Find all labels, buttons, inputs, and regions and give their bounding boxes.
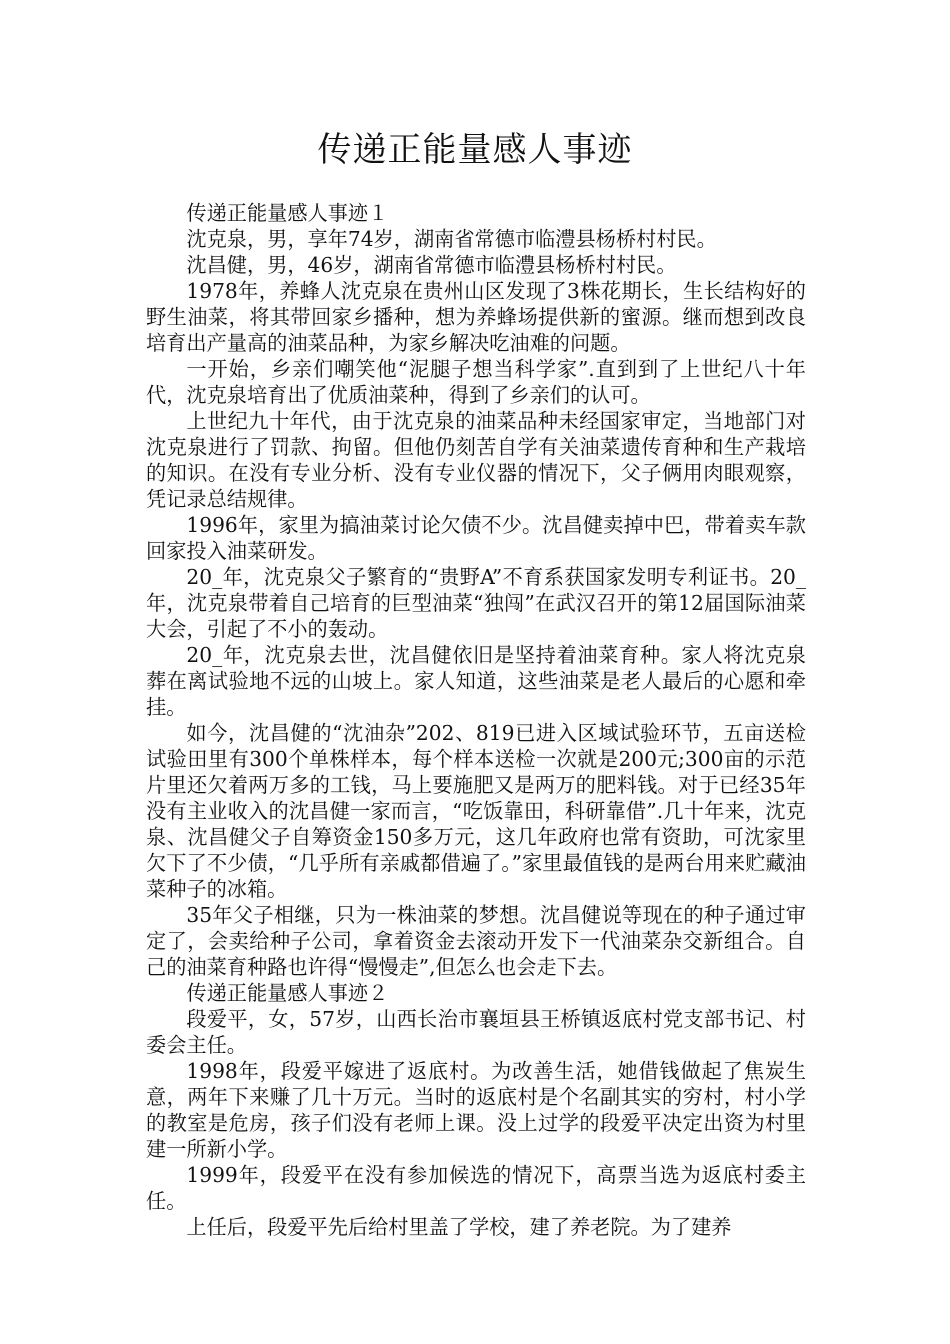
section-heading: 传递正能量感人事迹１ [186, 201, 389, 225]
paragraph: 20_年，沈克泉去世，沈昌健依旧是坚持着油菜育种。家人将沈克泉葬在离试验地不远的山坡上。家人知道，这些油菜是老人最后的心愿和牵挂。 [146, 643, 806, 719]
paragraph: 一开始，乡亲们嘲笑他“泥腿子想当科学家”.直到到了上世纪八十年代，沈克泉培育出了优质油菜种，得到了乡亲们的认可。 [146, 357, 806, 407]
paragraph: 35年父子相继，只为一株油菜的梦想。沈昌健说等现在的种子通过审定了，会卖给种子公司，拿着资金去滚动开发下一代油菜杂交新组合。自己的油菜育种路也许得“慢慢走”,但怎么也会走下去。 [146, 903, 806, 979]
paragraph: 20_年，沈克泉父子繁育的“贵野A”不育系获国家发明专利证书。20_年，沈克泉带着自己培育的巨型油菜“独闯”在武汉召开的第12届国际油菜大会，引起了不小的轰动。 [146, 565, 806, 641]
paragraph: 1998年，段爱平嫁进了返底村。为改善生活，她借钱做起了焦炭生意，两年下来赚了几十万元。当时的返底村是个名副其实的穷村，村小学的教室是危房，孩子们没有老师上课。没上过学的段爱平决定出资为村里建一所新小学。 [146, 1059, 806, 1161]
paragraph: 上任后，段爱平先后给村里盖了学校，建了养老院。为了建养 [186, 1215, 732, 1239]
document-body [146, 200, 806, 1240]
document-title: 传递正能量感人事迹 [317, 130, 633, 170]
paragraph: 1996年，家里为搞油菜讨论欠债不少。沈昌健卖掉中巴，带着卖车款回家投入油菜研发。 [146, 513, 806, 563]
paragraph: 沈昌健，男，46岁，湖南省常德市临澧县杨桥村村民。 [186, 253, 677, 277]
section-heading: 传递正能量感人事迹２ [186, 981, 389, 1005]
paragraph: 1978年，养蜂人沈克泉在贵州山区发现了3株花期长，生长结构好的野生油菜，将其带回家乡播种，想为养蜂场提供新的蜜源。继而想到改良培育出产量高的油菜品种，为家乡解决吃油难的问题。 [146, 279, 806, 355]
paragraph: 上世纪九十年代，由于沈克泉的油菜品种未经国家审定，当地部门对沈克泉进行了罚款、拘留。但他仍刻苦自学有关油菜遗传育种和生产栽培的知识。在没有专业分析、没有专业仪器的情况下，父子俩用肉眼观察，凭记录总结规律。 [146, 409, 806, 511]
paragraph: 沈克泉，男，享年74岁，湖南省常德市临澧县杨桥村村民。 [186, 227, 717, 251]
paragraph: 1999年，段爱平在没有参加候选的情况下，高票当选为返底村委主任。 [146, 1163, 806, 1213]
paragraph: 段爱平，女，57岁，山西长治市襄垣县王桥镇返底村党支部书记、村委会主任。 [146, 1007, 806, 1057]
paragraph: 如今，沈昌健的“沈油杂”202、819已进入区域试验环节，五亩送检试验田里有300个单株样本，每个样本送检一次就是200元;300亩的示范片里还欠着两万多的工钱，马上要施肥又是两万的肥料钱。对于已经35年没有主业收入的沈昌健一家而言，“吃饭靠田，科研靠借”.几十年来，沈克泉、沈昌健父子自筹资金150多万元，这几年政府也常有资助，可沈家里欠下了不少债，“几乎所有亲戚都借遍了。”家里最值钱的是两台用来贮藏油菜种子的冰箱。 [146, 721, 806, 901]
